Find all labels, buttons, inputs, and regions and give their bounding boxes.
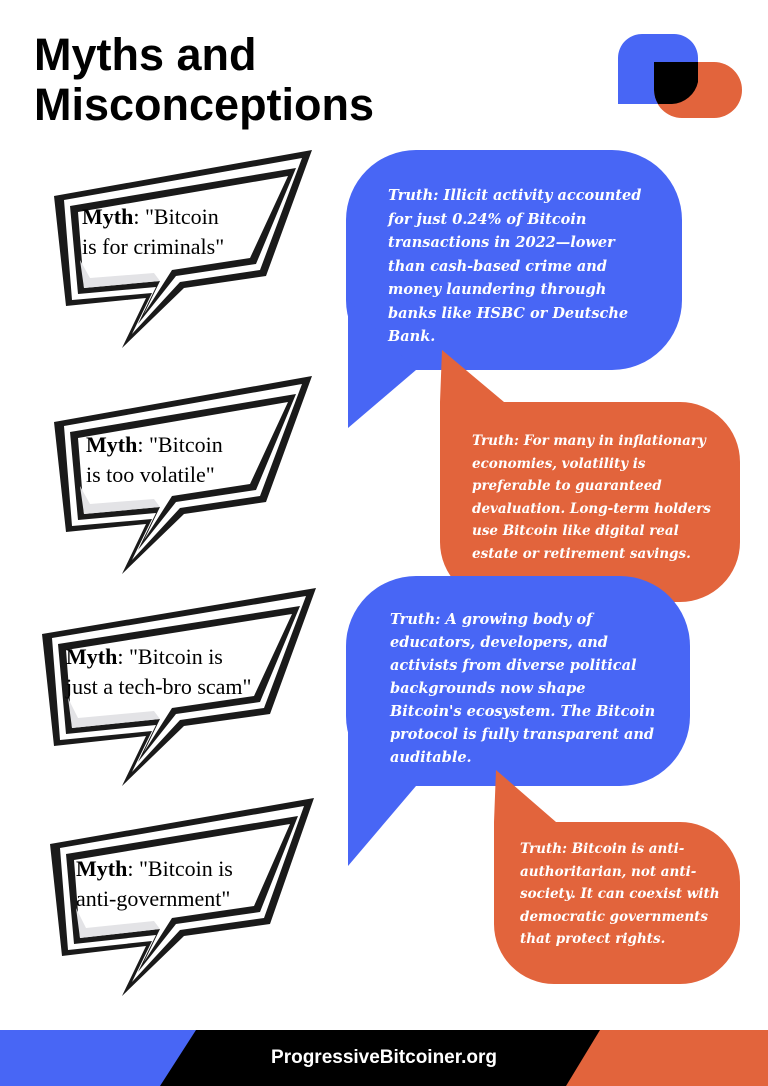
footer-bar — [0, 1030, 768, 1086]
chat-bubbles-logo-icon — [614, 30, 742, 126]
myth-bubble-2 — [34, 374, 324, 584]
myth-bubble-3 — [34, 586, 324, 796]
truth-text-4: Truth: Bitcoin is anti- authoritarian, not anti- society. It can coexist with democratic governments that protect rights. — [520, 841, 720, 947]
truth-text-3: Truth: A growing body of educators, developers, and activists from diverse political backgrounds now shape Bitcoin's ecosystem. The Bitcoin protocol is fully transparent and auditable. — [390, 611, 656, 766]
myth-label: Myth — [82, 204, 134, 229]
myth-label: Myth — [86, 432, 138, 457]
truth-text-2: Truth: For many in inflationary economies, volatility is preferable to guaranteed devaluation. Long-term holders use Bitcoin like digital real estate or retirement savings. — [472, 433, 711, 562]
title-line-2: Misconceptions — [34, 79, 375, 130]
myth-text-1: Myth: "Bitcoin is for criminals" — [82, 204, 225, 259]
myth-label: Myth — [76, 856, 128, 881]
truth-bubble-4 — [494, 770, 740, 984]
myth-bubble-1 — [34, 148, 324, 358]
myth-text-3: Myth: "Bitcoin is just a tech-bro scam" — [66, 644, 252, 699]
myth-text-2: Myth: "Bitcoin is too volatile" — [86, 432, 223, 487]
footer-website-link[interactable]: ProgressiveBitcoiner.org — [271, 1047, 497, 1068]
myth-text-4: Myth: "Bitcoin is anti-government" — [76, 856, 233, 911]
page-title — [34, 30, 374, 130]
truth-text-1: Truth: Illicit activity accounted for just 0.24% of Bitcoin transactions in 2022—lower than cash-based crime and money laundering through banks like HSBC or Deutsche Bank. — [388, 187, 642, 345]
title-line-1: Myths and — [34, 29, 257, 80]
myth-label: Myth — [66, 644, 118, 669]
myth-bubble-4 — [34, 796, 324, 1006]
truth-bubble-2 — [440, 350, 740, 602]
